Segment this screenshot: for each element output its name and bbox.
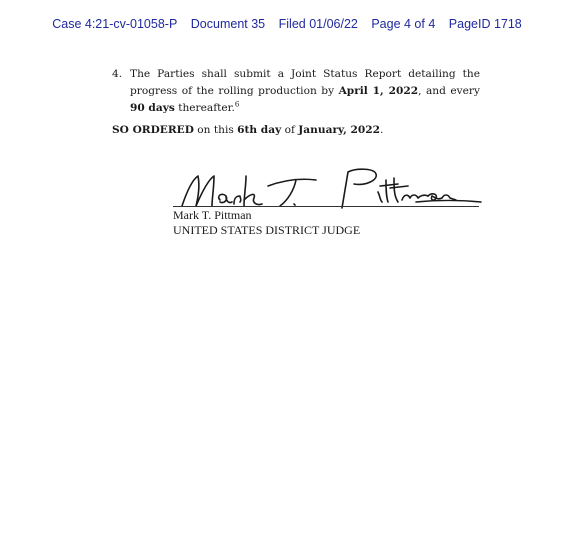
judge-title: UNITED STATES DISTRICT JUDGE [173,223,361,237]
page-number: Page 4 of 4 [371,17,436,31]
order-item-4 [112,66,480,117]
item-text-part-c: thereafter. [174,102,235,114]
signature-line [173,206,479,207]
so-ordered-line [112,124,383,136]
ordered-day: 6th day [237,124,282,136]
filed-date: Filed 01/06/22 [278,17,358,31]
item-text-part-a: The Parties shall submit a Joint Status Report detailing the progress of the rolling production by [130,68,480,97]
document-number: Document 35 [190,17,266,31]
page-id: PageID 1718 [448,17,522,31]
ordered-text-c: . [380,124,384,136]
item-text-part-b: , and every [418,85,480,97]
judge-name: Mark T. Pittman [173,208,252,222]
so-ordered-label: SO ORDERED [112,124,194,136]
item-number: 4. [112,68,123,80]
page-header [0,17,574,31]
ordered-text-b: of [281,124,299,136]
footnote-marker: 6 [234,100,240,109]
report-interval: 90 days [130,102,175,114]
case-number: Case 4:21-cv-01058-P [52,17,178,31]
item-text [130,66,480,117]
deadline-date: April 1, 2022 [338,85,419,97]
ordered-month-year: January, 2022 [298,124,381,136]
ordered-text-a: on this [193,124,238,136]
